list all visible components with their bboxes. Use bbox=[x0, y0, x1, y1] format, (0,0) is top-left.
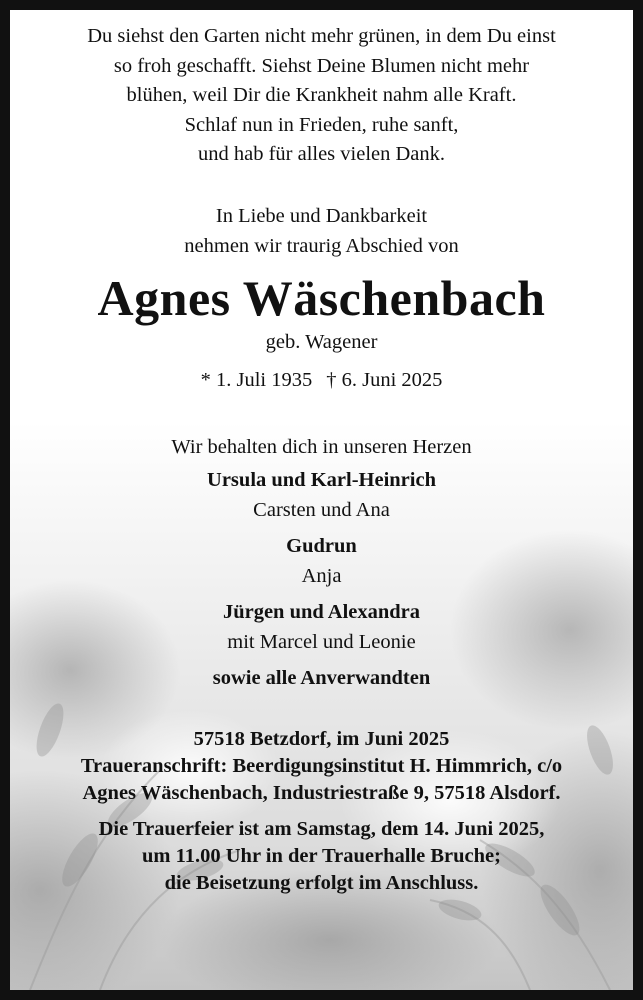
farewell-intro bbox=[10, 202, 633, 261]
family-sub-names: Anja bbox=[301, 565, 342, 587]
poem-line: Schlaf nun in Frieden, ruhe sanft, bbox=[184, 113, 459, 136]
birth-date: * 1. Juli 1935 bbox=[200, 369, 313, 391]
mourning-address-line: Traueranschrift: Beerdigungsinstitut H. Himmrich, c/o bbox=[80, 755, 563, 777]
poem-line: so froh geschafft. Siehst Deine Blumen nicht mehr bbox=[113, 54, 530, 77]
death-date: † 6. Juni 2025 bbox=[326, 369, 443, 391]
poem-line: und hab für alles vielen Dank. bbox=[197, 143, 446, 165]
family-section bbox=[10, 432, 633, 693]
family-group bbox=[10, 465, 633, 525]
poem-line: Du siehst den Garten nicht mehr grünen, in dem Du einst bbox=[87, 25, 556, 47]
ceremony-line: die Beisetzung erfolgt im Anschluss. bbox=[164, 872, 479, 894]
ceremony-line: Die Trauerfeier ist am Samstag, dem 14. Juni 2025, bbox=[98, 818, 545, 840]
family-group bbox=[10, 531, 633, 591]
ceremony-line: um 11.00 Uhr in der Trauerhalle Bruche; bbox=[142, 845, 501, 867]
deceased-name: Agnes Wäschenbach bbox=[97, 270, 546, 326]
family-sub-names: Carsten und Ana bbox=[253, 499, 390, 521]
intro-line: In Liebe und Dankbarkeit bbox=[215, 205, 428, 227]
family-closing: sowie alle Anverwandten bbox=[212, 667, 431, 689]
family-heading: Wir behalten dich in unseren Herzen bbox=[171, 436, 472, 458]
family-sub-names: mit Marcel und Leonie bbox=[227, 631, 416, 653]
family-main-names: Gudrun bbox=[286, 535, 357, 557]
poem-line: blühen, weil Dir die Krankheit nahm alle Kraft. bbox=[126, 84, 517, 106]
family-group bbox=[10, 597, 633, 657]
family-main-names: Ursula und Karl-Heinrich bbox=[207, 469, 436, 491]
mourning-address-line: Agnes Wäschenbach, Industriestraße 9, 57518 Alsdorf. bbox=[82, 782, 561, 804]
funeral-info bbox=[10, 726, 633, 897]
life-dates bbox=[10, 366, 633, 395]
birth-name: geb. Wagener bbox=[265, 331, 378, 353]
intro-line: nehmen wir traurig Abschied von bbox=[184, 234, 459, 257]
family-main-names: Jürgen und Alexandra bbox=[222, 601, 421, 623]
place-date: 57518 Betzdorf, im Juni 2025 bbox=[193, 728, 450, 750]
poem bbox=[10, 22, 633, 170]
